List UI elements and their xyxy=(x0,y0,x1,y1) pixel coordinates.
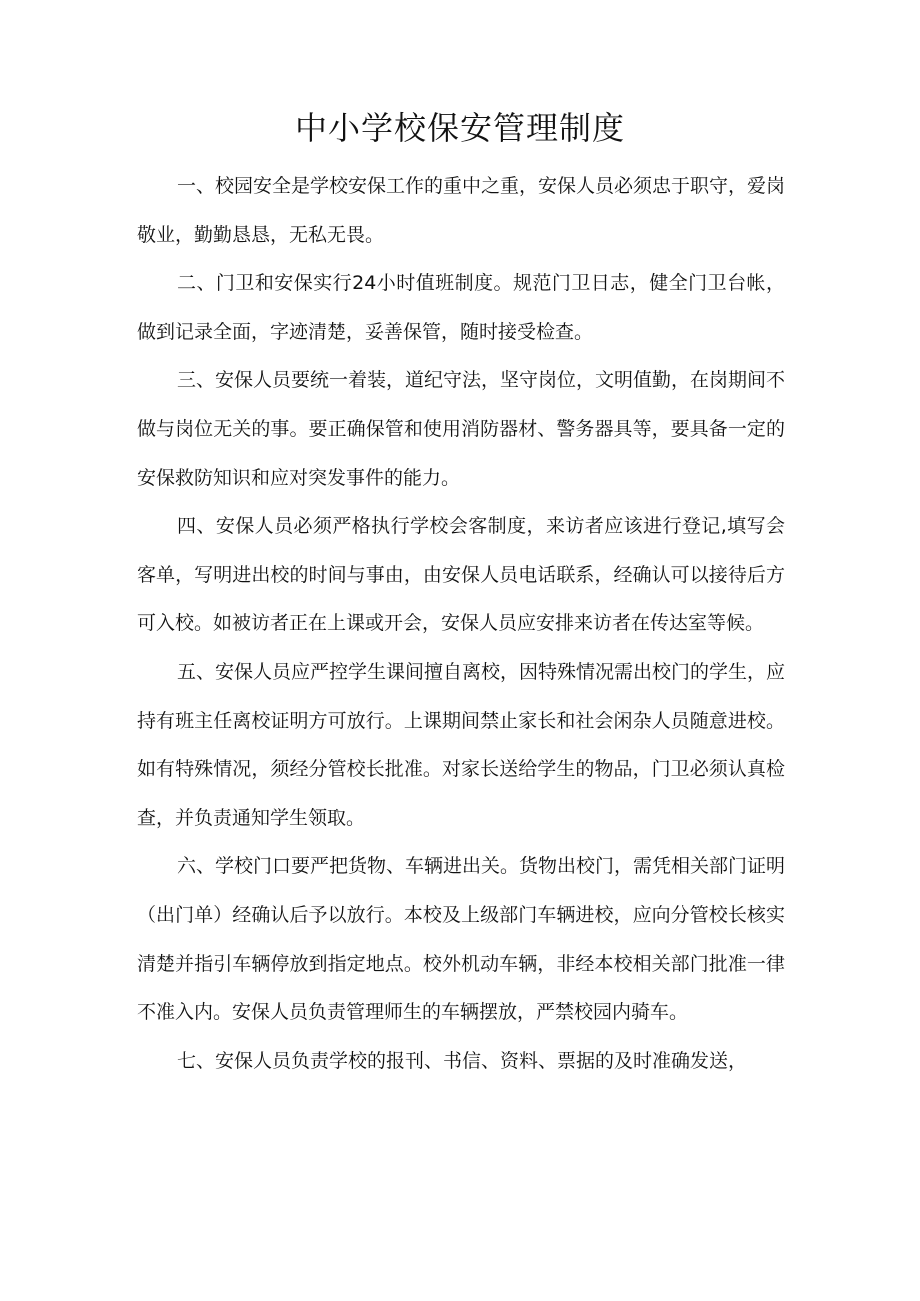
paragraph-1: 一、校园安全是学校安保工作的重中之重，安保人员必须忠于职守，爱岗敬业，勤勤恳恳，无私无畏。 xyxy=(137,175,786,246)
paragraph-5: 五、安保人员应严控学生课间擅自离校，因特殊情况需出校门的学生，应持有班主任离校证明方可放行。上课期间禁止家长和社会闲杂人员随意进校。如有特殊情况，须经分管校长批准。对家长送给学生的物品，门卫必须认真检查，并负责通知学生领取。 xyxy=(137,660,786,829)
paragraph-3: 三、安保人员要统一着装，道纪守法，坚守岗位，文明值勤，在岗期间不做与岗位无关的事。要正确保管和使用消防器材、警务器具等，要具备一定的安保救防知识和应对突发事件的能力。 xyxy=(137,369,786,489)
paragraph-4: 四、安保人员必须严格执行学校会客制度，来访者应该进行登记,填写会客单，写明进出校的时间与事由，由安保人员电话联系，经确认可以接待后方可入校。如被访者正在上课或开会，安保人员应安排来访者在传达室等候。 xyxy=(137,515,785,635)
paragraph-2: 二、门卫和安保实行24小时值班制度。规范门卫日志，健全门卫台帐，做到记录全面，字迹清楚，妥善保管，随时接受检查。 xyxy=(137,272,785,343)
document-title: 中小学校保安管理制度 xyxy=(294,109,625,147)
paragraph-6: 六、学校门口要严把货物、车辆进出关。货物出校门，需凭相关部门证明（出门单）经确认后予以放行。本校及上级部门车辆进校，应向分管校长核实清楚并指引车辆停放到指定地点。校外机动车辆，非经本校相关部门批准一律不准入内。安保人员负责管理师生的车辆摆放，严禁校园内骑车。 xyxy=(137,855,786,1024)
document-body xyxy=(137,162,785,1085)
paragraph-7: 七、安保人员负责学校的报刊、书信、资料、票据的及时准确发送， xyxy=(177,1049,748,1072)
